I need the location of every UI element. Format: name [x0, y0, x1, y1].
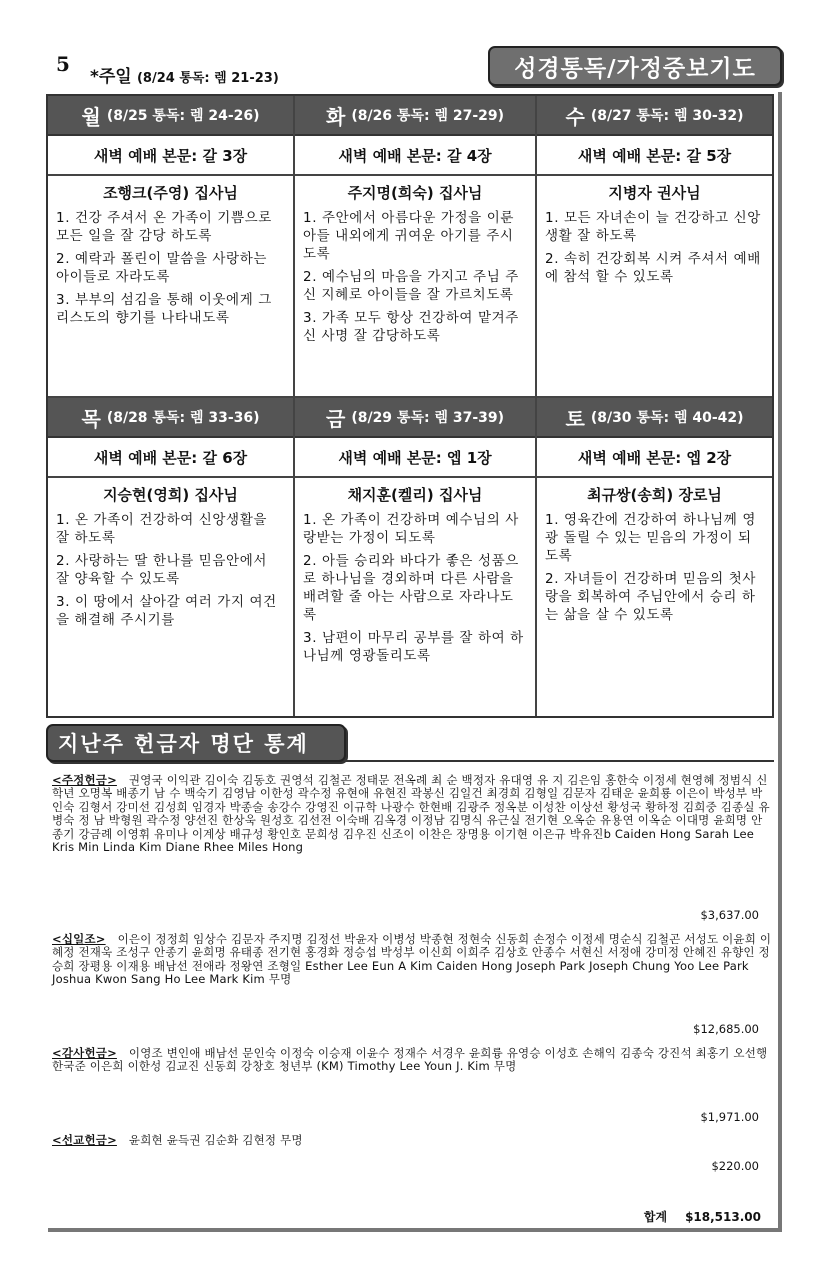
- offering-names: 이은이 정정희 임상수 김문자 주지명 김정선 박윤자 이병성 박종현 정현숙 신동희 손정수 이정세 명순식 김철곤 서성도 이윤희 이혜정 전재욱 조성구 안종기 윤희명 유태종 전기현 홍경화 정승섭 박성부 이신희 이희주 김상호 안종수 서현신 서정애 강미정 안혜진 유향인 정승희 장평용 이재용 배남선 전애라 정왕연 조형일 Esther Lee Eun A Kim Caiden Hong Joseph Park Joseph Chung Yoo Lee Park Joshua Kwon Sang Ho Lee Mark Kim 무명: [52, 932, 772, 987]
- sermon-text: 새벽 예배 본문: 갈 4장: [295, 136, 535, 176]
- offering-amount: $3,637.00: [700, 908, 759, 922]
- day-reading: (8/27 통독: 렘 30-32): [590, 108, 744, 124]
- day-header: [537, 398, 772, 438]
- prayer-list: [48, 505, 293, 629]
- offering-category-tithe: [52, 933, 772, 987]
- offering-names: 이영조 변인애 배남선 문인숙 이정숙 이승재 이윤수 정재수 서경우 윤희륭 유영승 이성호 손해익 김종숙 강진석 최홍기 오선행 한국준 이은희 이한성 김교진 신동희 강창호 청년부 (KM) Timothy Lee Youn J. Kim 무명: [52, 1046, 768, 1074]
- prayer-schedule-grid: [46, 94, 774, 718]
- offering-category-weekly: [52, 774, 772, 854]
- prayer-item: 2. 사랑하는 딸 한나를 믿음안에서 잘 양육할 수 있도록: [56, 553, 267, 587]
- prayer-item: 2. 속히 건강회복 시켜 주셔서 예배에 참석 할 수 있도록: [545, 251, 761, 285]
- day-name: 금: [325, 406, 346, 431]
- sunday-label: *주일: [90, 67, 132, 87]
- day-header: [48, 398, 293, 438]
- day-header: [537, 96, 772, 136]
- prayer-item: 1. 건강 주셔서 온 가족이 기쁨으로 모든 일을 잘 감당 하도록: [56, 210, 272, 244]
- sunday-reading: [90, 62, 279, 87]
- day-reading: (8/30 통독: 렘 40-42): [590, 410, 744, 426]
- day-header: [48, 96, 293, 136]
- day-name: 화: [325, 104, 346, 129]
- prayer-person: 지승현(영희) 집사님: [103, 486, 238, 504]
- prayer-list: [295, 203, 535, 345]
- day-cell-thu: [48, 398, 295, 716]
- sermon-text: 새벽 예배 본문: 엡 2장: [537, 438, 772, 478]
- prayer-person: 채지훈(켈리) 집사님: [347, 486, 483, 504]
- day-cell-fri: [295, 398, 537, 716]
- day-reading: (8/29 통독: 렘 37-39): [351, 410, 505, 426]
- offering-names: 윤희현 윤득권 김순화 김현정 무명: [128, 1133, 303, 1147]
- sermon-text: 새벽 예배 본문: 엡 1장: [295, 438, 535, 478]
- prayer-list: [48, 203, 293, 327]
- prayer-item: 1. 모든 자녀손이 늘 건강하고 신앙생활 잘 하도록: [545, 210, 761, 244]
- sermon-text: 새벽 예배 본문: 갈 6장: [48, 438, 293, 478]
- prayer-item: 3. 남편이 마무리 공부를 잘 하여 하나님께 영광돌리도록: [303, 630, 524, 664]
- offering-category-mission: [52, 1134, 772, 1147]
- day-name: 목: [81, 406, 101, 431]
- prayer-person: 주지명(희숙) 집사님: [347, 184, 483, 202]
- day-name: 토: [565, 406, 585, 431]
- prayer-item: 1. 온 가족이 건강하여 신앙생활을 잘 하도록: [56, 512, 267, 546]
- prayer-item: 2. 자녀들이 건강하며 믿음의 첫사랑을 회복하여 주님안에서 승리 하는 삶을 살 수 있도록: [545, 571, 756, 623]
- offering-amount: $12,685.00: [693, 1022, 759, 1036]
- prayer-item: 1. 영육간에 건강하여 하나님께 영광 돌릴 수 있는 믿음의 가정이 되도록: [545, 512, 756, 564]
- day-reading: (8/25 통독: 렘 24-26): [106, 108, 260, 124]
- prayer-item: 2. 아들 승리와 바다가 좋은 성품으로 하나님을 경외하며 다른 사람을 배려할 줄 아는 사람으로 자라나도록: [303, 553, 519, 623]
- offering-label: <주정헌금>: [52, 773, 117, 787]
- prayer-item: 2. 예수님의 마음을 가지고 주님 주신 지혜로 아이들을 잘 가르치도록: [303, 269, 519, 303]
- right-border-rule: [778, 92, 782, 1232]
- stats-title-rule: [346, 760, 774, 762]
- prayer-item: 3. 가족 모두 항상 건강하여 맡겨주신 사명 잘 감당하도록: [303, 310, 519, 344]
- offering-amount: $1,971.00: [700, 1110, 759, 1124]
- offering-label: <감사헌금>: [52, 1046, 117, 1060]
- sermon-text: 새벽 예배 본문: 갈 5장: [537, 136, 772, 176]
- day-cell-sat: [537, 398, 772, 716]
- sermon-text: 새벽 예배 본문: 갈 3장: [48, 136, 293, 176]
- offering-stats-title: 지난주 헌금자 명단 통계: [46, 724, 346, 762]
- total-amount: $18,513.00: [685, 1210, 761, 1224]
- prayer-list: [537, 203, 772, 286]
- day-cell-tue: [295, 96, 537, 398]
- prayer-item: 2. 예락과 폴린이 말씀을 사랑하는 아이들로 자라도록: [56, 251, 267, 285]
- page-number: 5: [56, 52, 70, 76]
- day-header: [295, 96, 535, 136]
- offering-amount: $220.00: [711, 1159, 759, 1173]
- prayer-person: 조행크(주영) 집사님: [103, 184, 238, 202]
- prayer-item: 3. 이 땅에서 살아갈 여러 가지 여건을 해결해 주시기를: [56, 594, 277, 628]
- day-reading: (8/28 통독: 렘 33-36): [106, 410, 260, 426]
- day-header: [295, 398, 535, 438]
- prayer-list: [537, 505, 772, 624]
- offering-names: 권영국 이익관 김이숙 김동호 권영석 김철곤 정태문 전옥례 최 순 백정자 유대영 유 지 김은임 홍한숙 이정세 현영혜 정범식 신학년 오명복 배종기 남 수 백숙기 김영남 이한성 곽수정 유현애 유현진 곽봉신 김일건 최경희 김형일 김문자 김태운 윤희룡 이은이 박성부 박인숙 김형서 강미선 김성희 임경자 박종술 송강수 강영진 이규학 나광수 한현배 김광주 정옥분 이성찬 이상선 황성국 황하정 김희중 김종실 유병숙 정 남 박형원 곽수정 양선진 한상욱 원성호 김선전 이숙배 김옥경 이정남 김명식 유근실 전기현 오옥순 유용연 이옥순 이대명 윤희명 안종기 강금례 이영휘 유미나 이계상 배규성 황인호 문희성 김우진 신조이 이찬은 장명용 이기현 이은규 박유진b Caiden Hong Sarah Lee Kris Min Linda Kim Diane Rhee Miles Hong: [52, 773, 770, 855]
- day-name: 월: [81, 104, 101, 129]
- prayer-item: 3. 부부의 섬김을 통해 이웃에게 그리스도의 향기를 나타내도록: [56, 292, 272, 326]
- sunday-reading-range: (8/24 통독: 렘 21-23): [136, 71, 279, 86]
- total-label: 합계: [643, 1210, 668, 1224]
- section-title: 성경통독/가정중보기도: [488, 46, 782, 86]
- day-reading: (8/26 통독: 렘 27-29): [351, 108, 505, 124]
- prayer-person: 지병자 권사님: [608, 184, 701, 202]
- offering-label: <십일조>: [52, 932, 106, 946]
- day-cell-wed: [537, 96, 772, 398]
- offering-total: [644, 1208, 761, 1225]
- day-cell-mon: [48, 96, 295, 398]
- day-name: 수: [565, 104, 585, 129]
- offering-label: <선교헌금>: [52, 1133, 117, 1147]
- bottom-border-rule: [48, 1228, 782, 1232]
- prayer-item: 1. 주안에서 아름다운 가정을 이룬 아들 내외에게 귀여운 아기를 주시도록: [303, 210, 514, 262]
- prayer-list: [295, 505, 535, 665]
- prayer-item: 1. 온 가족이 건강하며 예수님의 사랑받는 가정이 되도록: [303, 512, 519, 546]
- offering-category-thanks: [52, 1047, 772, 1074]
- prayer-person: 최규쌍(송희) 장로님: [587, 486, 722, 504]
